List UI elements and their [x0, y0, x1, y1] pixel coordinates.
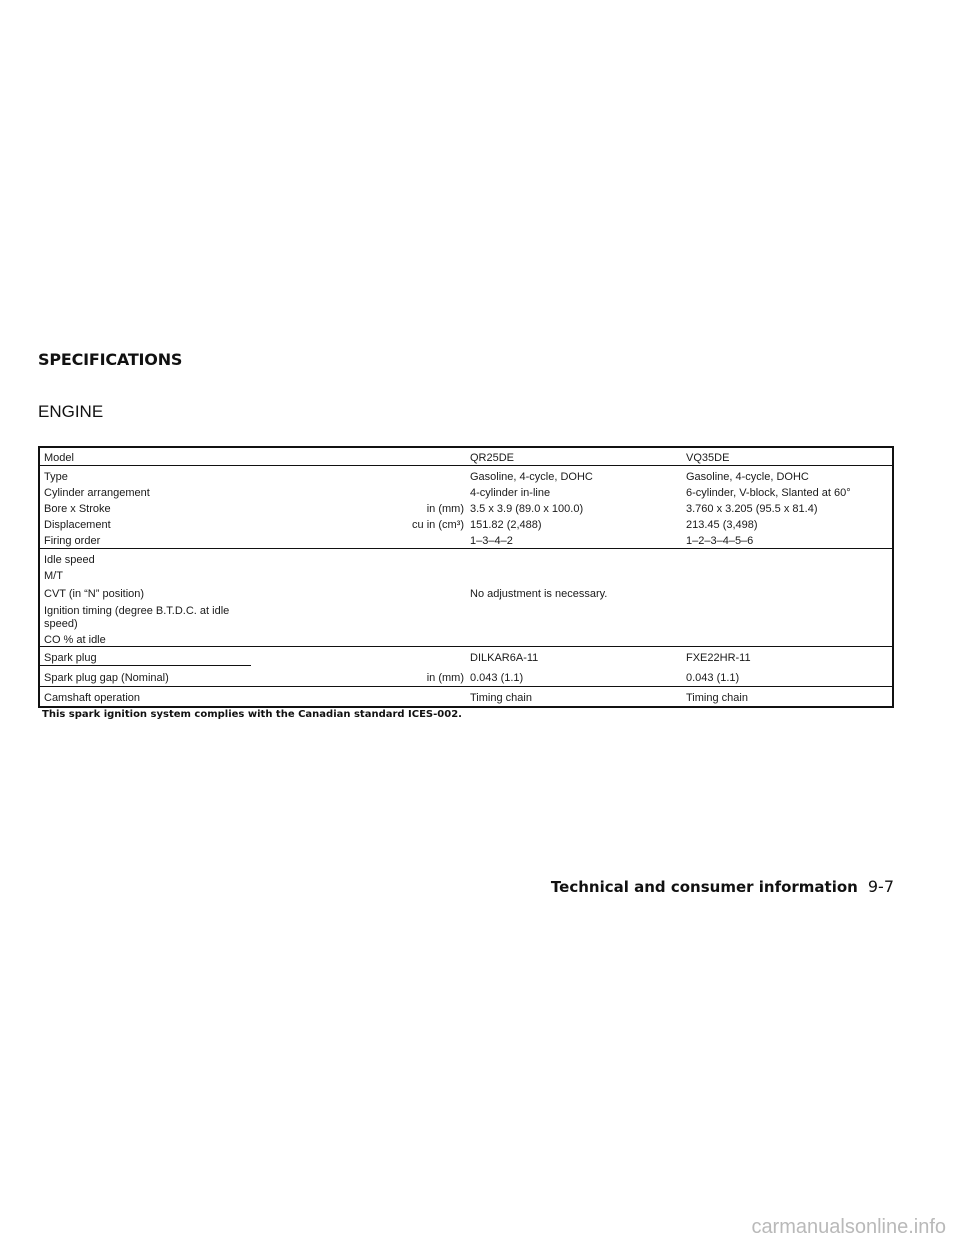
- divider: [40, 665, 251, 666]
- adjust-label: Ignition timing (degree B.T.D.C. at idle: [44, 605, 230, 617]
- subsection-title: ENGINE: [38, 402, 104, 421]
- row-value-vq35de: 1–2–3–4–5–6: [686, 535, 754, 547]
- section-title: SPECIFICATIONS: [38, 350, 183, 369]
- footer-section-title: Technical and consumer information: [550, 878, 858, 896]
- adjust-label: M/T: [44, 570, 63, 582]
- page-number: 9-7: [867, 877, 894, 896]
- divider: [40, 548, 892, 549]
- row-label: Cylinder arrangement: [44, 487, 150, 499]
- row-value-qr25de: Timing chain: [470, 692, 532, 704]
- row-value-vq35de: 6-cylinder, V-block, Slanted at 60°: [686, 487, 851, 499]
- compliance-notice: This spark ignition system complies with the Canadian standard ICES-002.: [42, 709, 462, 720]
- row-value-qr25de: 0.043 (1.1): [470, 672, 524, 684]
- watermark: carmanualsonline.info: [751, 1216, 946, 1238]
- row-unit: cu in (cm³): [412, 519, 464, 531]
- row-label: Bore x Stroke: [44, 503, 111, 515]
- row-value-vq35de: FXE22HR-11: [686, 652, 751, 664]
- divider: [40, 686, 892, 687]
- row-label: Type: [44, 471, 68, 483]
- adjust-label: CO % at idle: [44, 634, 106, 646]
- row-value-qr25de: 151.82 (2,488): [470, 519, 542, 531]
- adjust-label: CVT (in “N” position): [44, 588, 145, 600]
- row-label: Displacement: [44, 519, 111, 531]
- engine-spec-table: [38, 446, 894, 708]
- header-col-vq35de: VQ35DE: [686, 452, 730, 464]
- row-value-qr25de: 3.5 x 3.9 (89.0 x 100.0): [470, 503, 584, 515]
- adjust-label: Idle speed: [44, 554, 95, 566]
- row-value-vq35de: Gasoline, 4-cycle, DOHC: [686, 471, 809, 483]
- row-label: Spark plug gap (Nominal): [44, 672, 169, 684]
- divider: [40, 465, 892, 466]
- row-unit: in (mm): [426, 672, 464, 684]
- header-col-qr25de: QR25DE: [470, 452, 515, 464]
- row-value-vq35de: 3.760 x 3.205 (95.5 x 81.4): [686, 503, 818, 515]
- adjust-value: No adjustment is necessary.: [470, 588, 608, 600]
- row-label: Spark plug: [44, 652, 97, 664]
- row-value-qr25de: 1–3–4–2: [470, 535, 513, 547]
- header-label: Model: [44, 452, 74, 464]
- row-value-qr25de: 4-cylinder in-line: [470, 487, 551, 499]
- row-value-qr25de: DILKAR6A-11: [470, 652, 539, 664]
- row-value-vq35de: 0.043 (1.1): [686, 672, 740, 684]
- row-value-qr25de: Gasoline, 4-cycle, DOHC: [470, 471, 593, 483]
- row-value-vq35de: Timing chain: [686, 692, 748, 704]
- row-unit: in (mm): [426, 503, 464, 515]
- page-footer: [551, 877, 894, 896]
- divider: [40, 646, 892, 647]
- adjust-label: speed): [44, 618, 78, 630]
- row-label: Camshaft operation: [44, 692, 140, 704]
- row-value-vq35de: 213.45 (3,498): [686, 519, 758, 531]
- row-label: Firing order: [44, 535, 101, 547]
